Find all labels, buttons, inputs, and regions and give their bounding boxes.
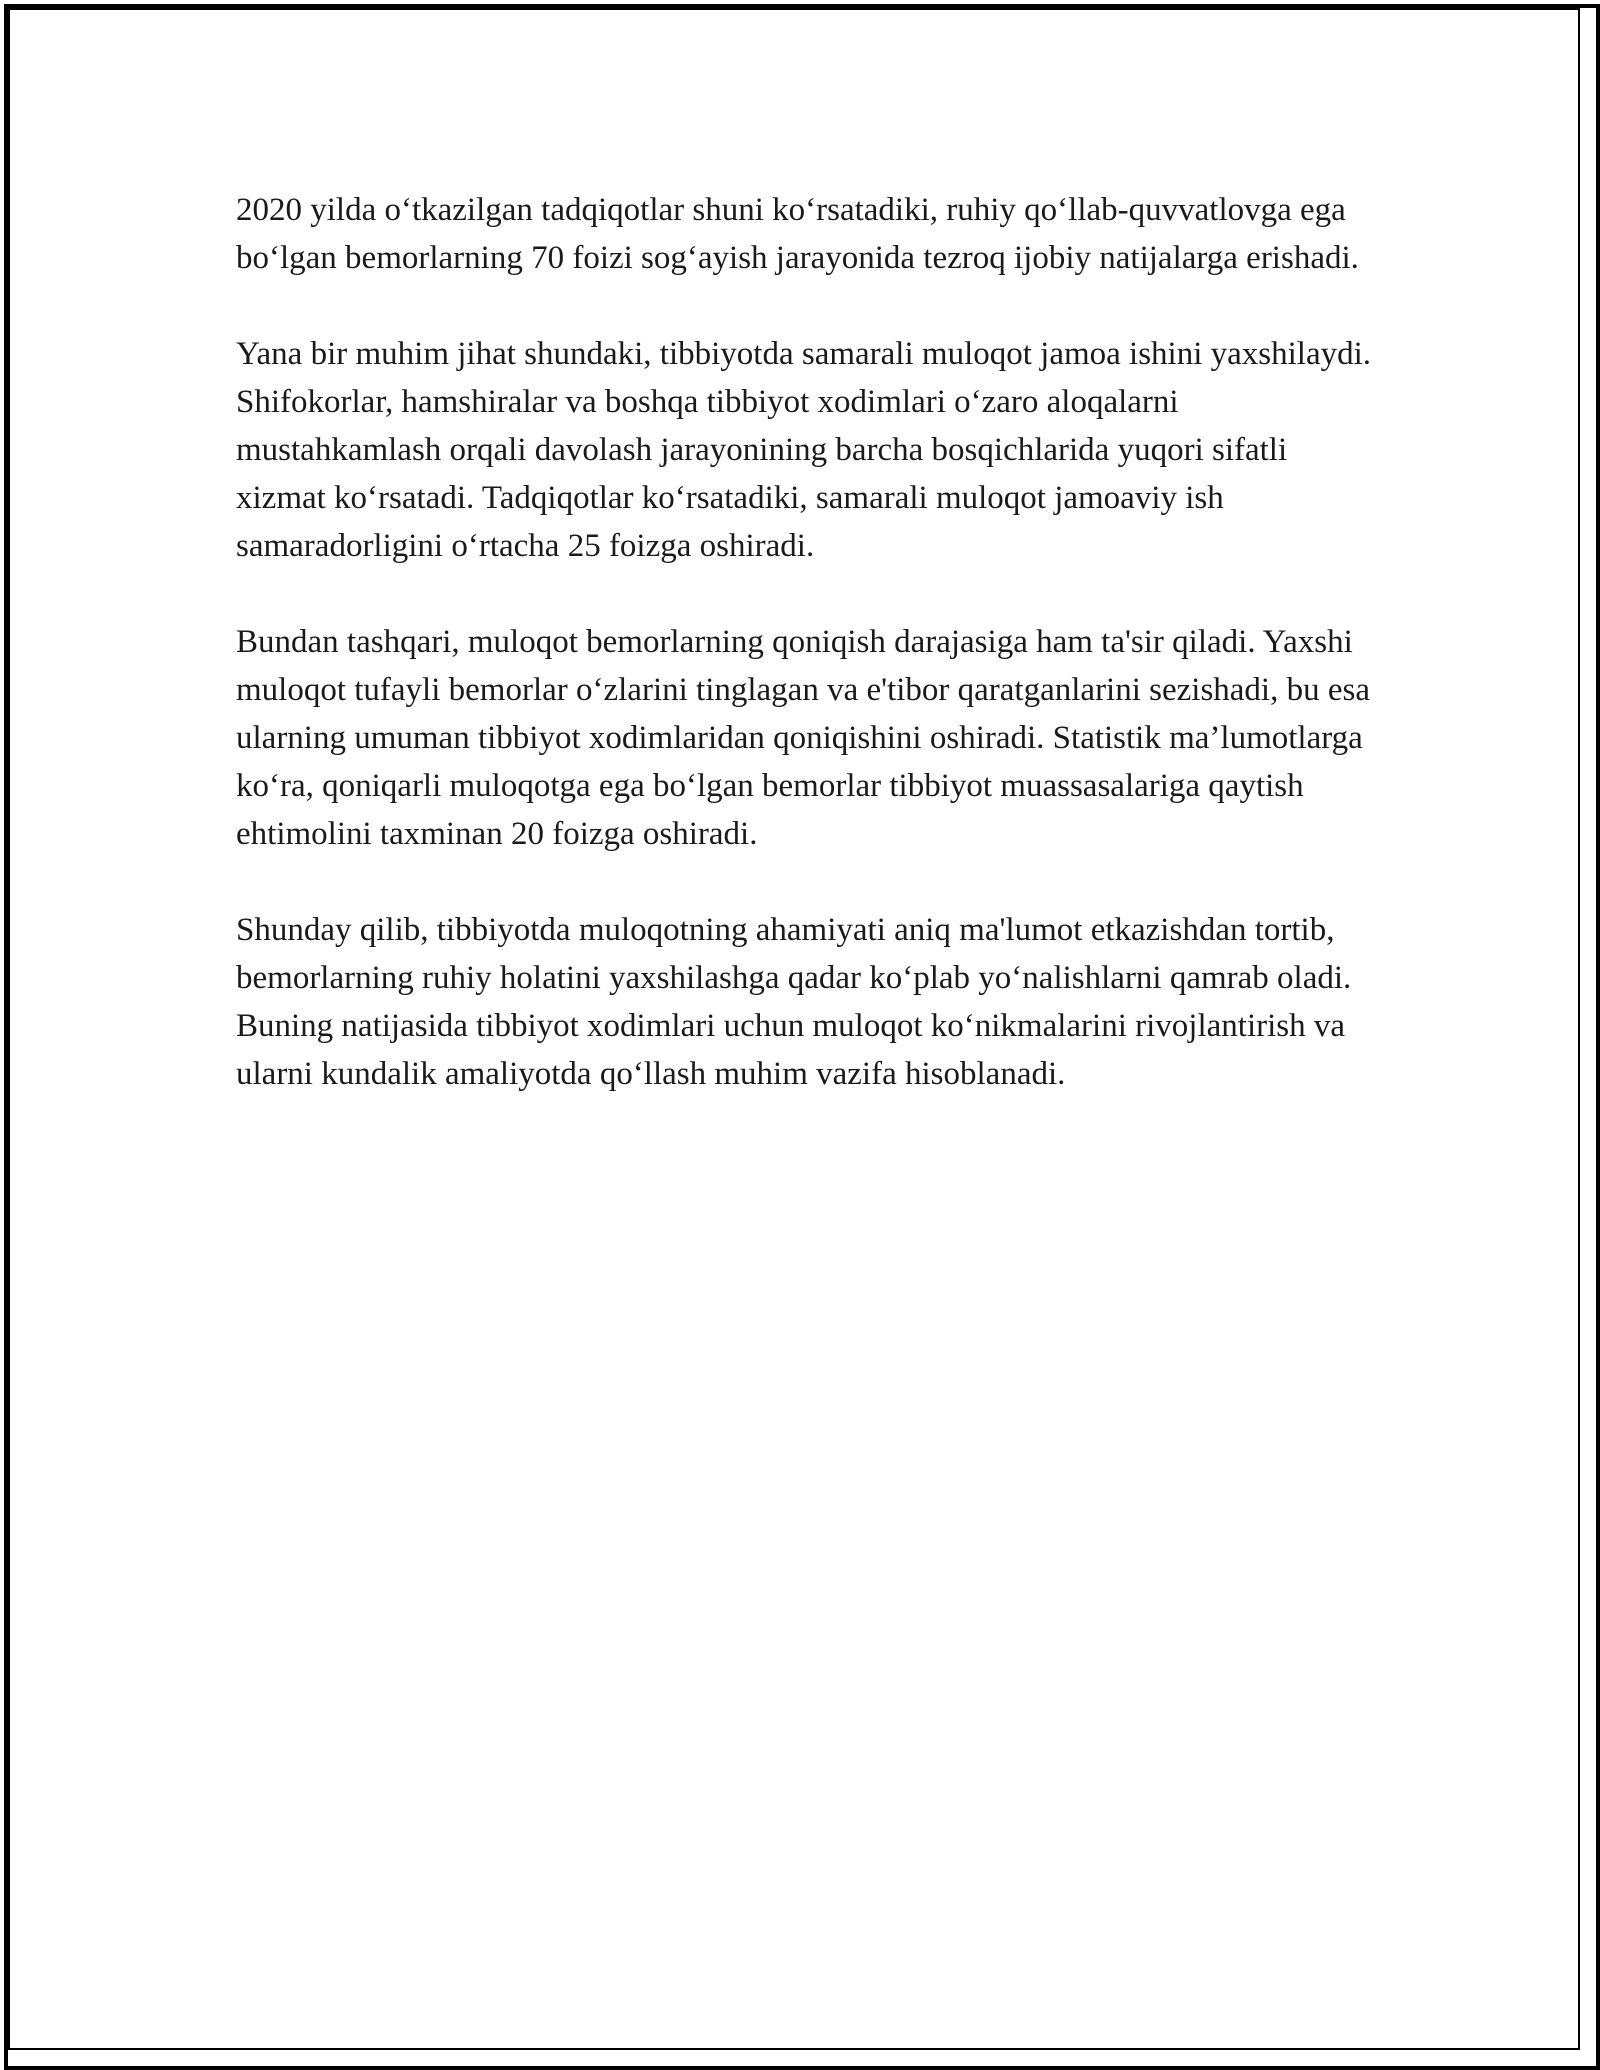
paragraph-3: Bundan tashqari, muloqot bemorlarning qoniqish darajasiga ham ta'sir qiladi. Yaxshi muloqot tufayli bemorlar o‘zlarini tinglagan va e'tibor qaratganlarini sezishadi, bu esa ularning umuman tibbiyot xodimlaridan qoniqishini oshiradi. Statistik ma’lumotlarga ko‘ra, qoniqarli muloqotga ega bo‘lgan bemorlar tibbiyot muassasalariga qaytish ehtimolini taxminan 20 foizga oshiradi. [236, 624, 1370, 852]
paragraph-2: Yana bir muhim jihat shundaki, tibbiyotda samarali muloqot jamoa ishini yaxshilaydi. Shifokorlar, hamshiralar va boshqa tibbiyot xodimlari o‘zaro aloqalarni mustahkamlash orqali davolash jarayonining barcha bosqichlarida yuqori sifatli xizmat ko‘rsatadi. Tadqiqotlar ko‘rsatadiki, samarali muloqot jamoaviy ish samaradorligini o‘rtacha 25 foizga oshiradi. [236, 336, 1372, 564]
document-body [236, 186, 1376, 1146]
paragraph-4: Shunday qilib, tibbiyotda muloqotning ahamiyati aniq ma'lumot etkazishdan tortib, bemorlarning ruhiy holatini yaxshilashga qadar ko‘plab yo‘nalishlarni qamrab oladi. Buning natijasida tibbiyot xodimlari uchun muloqot ko‘nikmalarini rivojlantirish va ularni kundalik amaliyotda qo‘llash muhim vazifa hisoblanadi. [236, 912, 1352, 1092]
paragraph-1: 2020 yilda o‘tkazilgan tadqiqotlar shuni ko‘rsatadiki, ruhiy qo‘llab-quvvatlovga ega bo‘lgan bemorlarning 70 foizi sog‘ayish jarayonida tezroq ijobiy natijalarga erishadi. [236, 192, 1359, 276]
